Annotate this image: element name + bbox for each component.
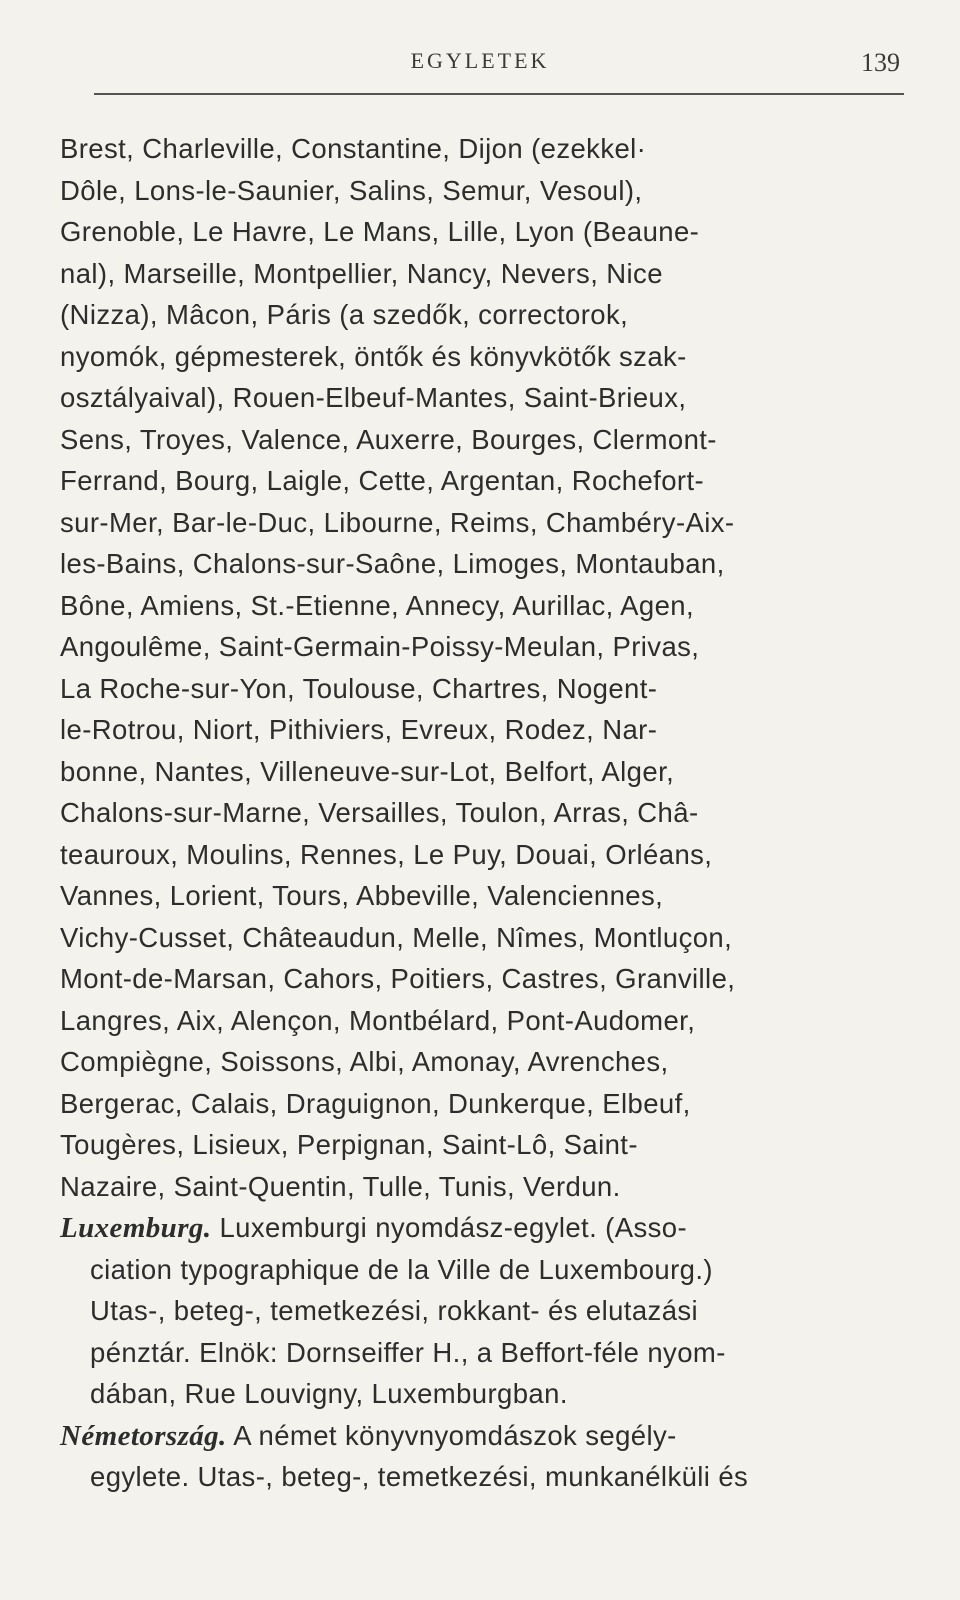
header-rule (94, 93, 904, 95)
text-line: egylete. Utas-, beteg-, temetkezési, munkanélküli és (90, 1461, 749, 1492)
text-line: Langres, Aix, Alençon, Montbélard, Pont-Audomer, (60, 1004, 696, 1036)
text-line: Chalons-sur-Marne, Versailles, Toulon, Arras, Châ- (60, 797, 699, 828)
nemetorszag-entry-first-line (60, 1415, 920, 1457)
text-line: Angoulême, Saint-Germain-Poissy-Meulan, Privas, (60, 631, 700, 662)
text-line: les-Bains, Chalons-sur-Saône, Limoges, Montauban, (60, 548, 725, 579)
text-line: bonne, Nantes, Villeneuve-sur-Lot, Belfort, Alger, (60, 755, 675, 787)
text-line: Compiègne, Soissons, Albi, Amonay, Avrenches, (60, 1046, 669, 1077)
text-line: nyomók, gépmesterek, öntők és könyvkötők szak- (60, 340, 687, 372)
text-line: (Nizza), Mâcon, Páris (a szedők, correctorok, (60, 299, 629, 330)
body-text (60, 128, 920, 1498)
text-line: osztályaival), Rouen-Elbeuf-Mantes, Saint-Brieux, (60, 382, 687, 413)
text-line: La Roche-sur-Yon, Toulouse, Chartres, Nogent- (60, 672, 658, 704)
text-line: Brest, Charleville, Constantine, Dijon (ezekkel· (60, 133, 647, 164)
text-line: ciation typographique de la Ville de Luxembourg.) (90, 1253, 713, 1285)
text-line: Dôle, Lons-le-Saunier, Salins, Semur, Vesoul), (60, 174, 643, 206)
page-number: 139 (861, 48, 900, 77)
running-title: EGYLETEK (410, 48, 550, 73)
running-head (0, 48, 960, 88)
text-line: Bône, Amiens, St.-Etienne, Annecy, Aurillac, Agen, (60, 589, 695, 621)
text-line: teauroux, Moulins, Rennes, Le Puy, Douai, Orléans, (60, 838, 713, 870)
text-line: Vichy-Cusset, Châteaudun, Melle, Nîmes, Montluçon, (60, 921, 733, 953)
text-line: Utas-, beteg-, temetkezési, rokkant- és elutazási (90, 1295, 699, 1326)
entry-heading-nemetorszag: Németország. (60, 1419, 227, 1452)
text-line: le-Rotrou, Niort, Pithiviers, Evreux, Rodez, Nar- (60, 714, 658, 745)
text-line: pénztár. Elnök: Dornseiffer H., a Beffort-féle nyom- (90, 1336, 726, 1368)
text-line: dában, Rue Louvigny, Luxemburgban. (90, 1378, 568, 1409)
text-line: Vannes, Lorient, Tours, Abbeville, Valenciennes, (60, 880, 664, 911)
text-line: nal), Marseille, Montpellier, Nancy, Nevers, Nice (60, 257, 663, 289)
text-line: Mont-de-Marsan, Cahors, Poitiers, Castres, Granville, (60, 963, 736, 994)
luxemburg-entry-first-line (60, 1207, 920, 1249)
text-line: Grenoble, Le Havre, Le Mans, Lille, Lyon (Beaune- (60, 216, 700, 247)
text-line: Ferrand, Bourg, Laigle, Cette, Argentan, Rochefort- (60, 465, 705, 496)
entry-text: Luxemburgi nyomdász-egylet. (Asso- (219, 1212, 688, 1243)
entry-text: A német könyvnyomdászok segély- (233, 1419, 677, 1451)
text-line: Bergerac, Calais, Draguignon, Dunkerque, Elbeuf, (60, 1087, 691, 1119)
text-line: Sens, Troyes, Valence, Auxerre, Bourges, Clermont- (60, 423, 717, 455)
entry-heading-luxemburg: Luxemburg. (60, 1212, 212, 1244)
text-line: Tougères, Lisieux, Perpignan, Saint-Lô, Saint- (60, 1129, 638, 1160)
text-line: sur-Mer, Bar-le-Duc, Libourne, Reims, Chambéry-Aix- (60, 506, 735, 538)
text-line: Nazaire, Saint-Quentin, Tulle, Tunis, Verdun. (60, 1170, 621, 1202)
